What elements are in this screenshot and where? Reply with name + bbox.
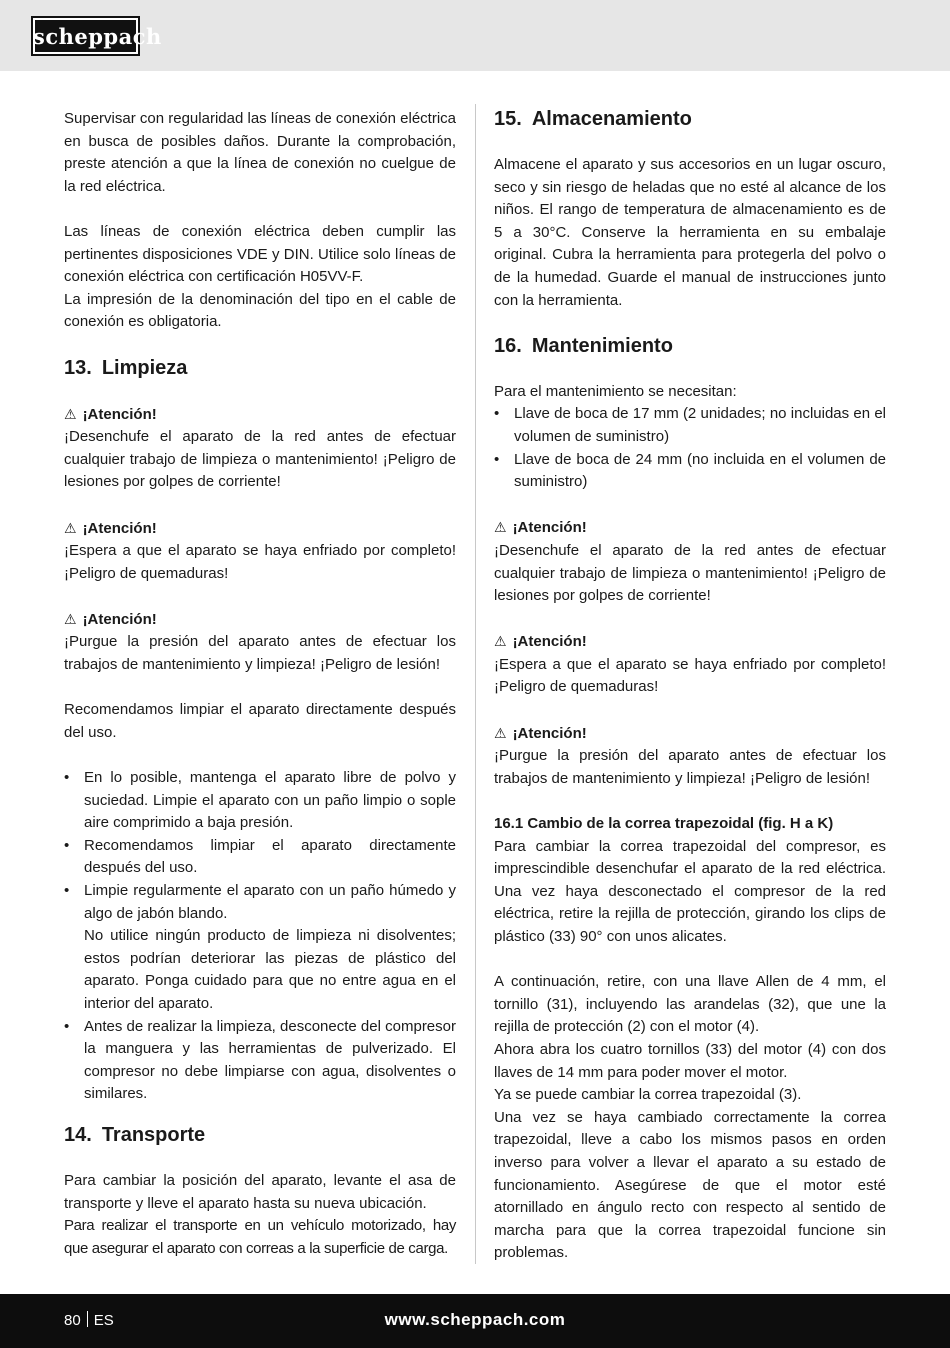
warning-label: ⚠ ¡Atención! — [64, 405, 157, 423]
section-number: 16. — [494, 334, 522, 357]
section-heading-15 — [494, 108, 886, 154]
tools-list — [494, 403, 886, 493]
list-item-note: No utilice ningún producto de limpieza ni disolventes; estos podrían deteriorar las piezas de plástico del aparato. Ponga cuidado para que no entre agua en el interior del aparato. — [84, 927, 456, 1012]
list-item: • Llave de boca de 17 mm (2 unidades; no incluidas en el volumen de suministro) — [494, 403, 886, 448]
paragraph: Para cambiar la posición del aparato, levante el asa de transporte y lleve el aparato hasta su nueva ubicación. — [64, 1171, 456, 1212]
section-title: Transporte — [101, 1123, 206, 1146]
list-item: • Recomendamos limpiar el aparato directamente después del uso. — [64, 835, 456, 880]
list-item: • Limpie regularmente el aparato con un paño húmedo y algo de jabón blando. No utilice ningún producto de limpieza ni disolventes; estos podrían deteriorar las piezas de plástico del aparato. Ponga cuidado para que no entre agua en el interior del aparato. — [64, 880, 456, 1016]
scheppach-logo: scheppach — [31, 16, 140, 56]
list-item: • En lo posible, mantenga el aparato libre de polvo y suciedad. Limpie el aparato con un paño limpio o sople aire comprimido a baja presión. — [64, 767, 456, 835]
list-item: • Antes de realizar la limpieza, desconecte del compresor la manguera y las herramientas de pulverizado. El compresor no debe limpiarse con agua, disolventes o similares. — [64, 1016, 456, 1106]
warning-label: ⚠ ¡Atención! — [494, 633, 587, 651]
warning-text: ¡Desenchufe el aparato de la red antes de efectuar cualquier trabajo de limpieza o mantenimiento! ¡Peligro de lesiones por golpes de corriente! — [494, 541, 886, 605]
paragraph: Recomendamos limpiar el aparato directamente después del uso. — [64, 701, 456, 741]
warning-label: ⚠ ¡Atención! — [64, 519, 157, 537]
warning-text: ¡Espera a que el aparato se haya enfriado por completo! ¡Peligro de quemaduras! — [64, 542, 456, 582]
header-bar — [0, 0, 950, 71]
section-heading-16 — [494, 335, 886, 381]
paragraph: Ahora abra los cuatro tornillos (33) del motor (4) con dos llaves de 14 mm para poder mover el motor. — [494, 1040, 886, 1081]
paragraph: Almacene el aparato y sus accesorios en un lugar oscuro, seco y sin riesgo de heladas que no esté al alcance de los niños. El rango de temperatura de almacenamiento es de 5 a 30°C. Conserve la herramienta en su embalaje original. Cubra la herramienta para protegerla del polvo o de la humedad. Guarde el manual de instrucciones junto con la herramienta. — [494, 156, 886, 309]
paragraph: Ya se puede cambiar la correa trapezoidal (3). — [494, 1086, 802, 1104]
warning-triangle-icon: ⚠ — [494, 633, 507, 650]
list-item: • Llave de boca de 24 mm (no incluida en el volumen de suministro) — [494, 449, 886, 494]
paragraph: A continuación, retire, con una llave Allen de 4 mm, el tornillo (31), incluyendo las arandelas (32), que une la rejilla de protección (2) con el motor (4). — [494, 973, 886, 1036]
column-divider — [475, 104, 476, 1264]
paragraph: Las líneas de conexión eléctrica deben cumplir las pertinentes disposiciones VDE y DIN. Utilice solo líneas de conexión eléctrica con certificación H05VV-F. — [64, 222, 456, 286]
warning-triangle-icon: ⚠ — [64, 519, 77, 536]
paragraph: Una vez se haya cambiado correctamente la correa trapezoidal, lleve a cabo los mismos pasos en orden inverso para volver a llevar el aparato a su estado de funcionamiento. Asegúrese de que el motor esté atornillado en ángulo recto con respecto al sentido de marcha para que la correa trapezoidal funcione sin problemas. — [494, 1108, 886, 1262]
warning-label: ⚠ ¡Atención! — [64, 610, 157, 628]
language-code: ES — [93, 1312, 114, 1329]
left-column — [64, 108, 456, 1260]
warning-text: ¡Purgue la presión del aparato antes de efectuar los trabajos de mantenimiento y limpieza! ¡Peligro de lesión! — [494, 747, 886, 787]
paragraph: La impresión de la denominación del tipo en el cable de conexión es obligatoria. — [64, 290, 456, 331]
paragraph: Supervisar con regularidad las líneas de conexión eléctrica en busca de posibles daños. Durante la comprobación, preste atención a que la línea de conexión no cuelgue de la red eléctrica. — [64, 110, 456, 195]
footer-bar — [0, 1294, 950, 1348]
page-number: 80 ES — [64, 1312, 114, 1329]
warning-triangle-icon: ⚠ — [494, 519, 507, 536]
section-title: Mantenimiento — [531, 334, 673, 357]
warning-label: ⚠ ¡Atención! — [494, 519, 587, 537]
paragraph: Para el mantenimiento se necesitan: — [494, 382, 737, 400]
cleaning-list — [64, 767, 456, 1106]
paragraph: Para cambiar la correa trapezoidal del compresor, es imprescindible desenchufar el aparato de la red eléctrica. Una vez haya desconectado el compresor de la red eléctrica, retire la rejilla de protección, girando los clips de plástico (33) 90° con unos alicates. — [494, 837, 886, 945]
section-number: 15. — [494, 108, 522, 130]
section-number: 13. — [64, 356, 92, 379]
section-number: 14. — [64, 1123, 92, 1146]
warning-triangle-icon: ⚠ — [64, 610, 77, 627]
paragraph: Para realizar el transporte en un vehículo motorizado, hay que asegurar el aparato con correas a la superficie de carga. — [64, 1217, 456, 1257]
subsection-heading: 16.1 Cambio de la correa trapezoidal (fig. H a K) — [494, 815, 834, 833]
section-title: Almacenamiento — [531, 108, 692, 130]
warning-triangle-icon: ⚠ — [64, 405, 77, 422]
section-title: Limpieza — [101, 356, 188, 379]
warning-text: ¡Purgue la presión del aparato antes de efectuar los trabajos de mantenimiento y limpieza! ¡Peligro de lesión! — [64, 633, 456, 674]
right-column — [494, 108, 886, 1265]
section-heading-13 — [64, 357, 456, 403]
section-heading-14 — [64, 1124, 456, 1170]
website-url: www.scheppach.com — [384, 1310, 566, 1329]
warning-text: ¡Desenchufe el aparato de la red antes de efectuar cualquier trabajo de limpieza o mantenimiento! ¡Peligro de lesiones por golpes de corriente! — [64, 428, 456, 491]
warning-label: ⚠ ¡Atención! — [494, 724, 587, 742]
warning-text: ¡Espera a que el aparato se haya enfriado por completo! ¡Peligro de quemaduras! — [494, 655, 886, 696]
warning-triangle-icon: ⚠ — [494, 724, 507, 741]
